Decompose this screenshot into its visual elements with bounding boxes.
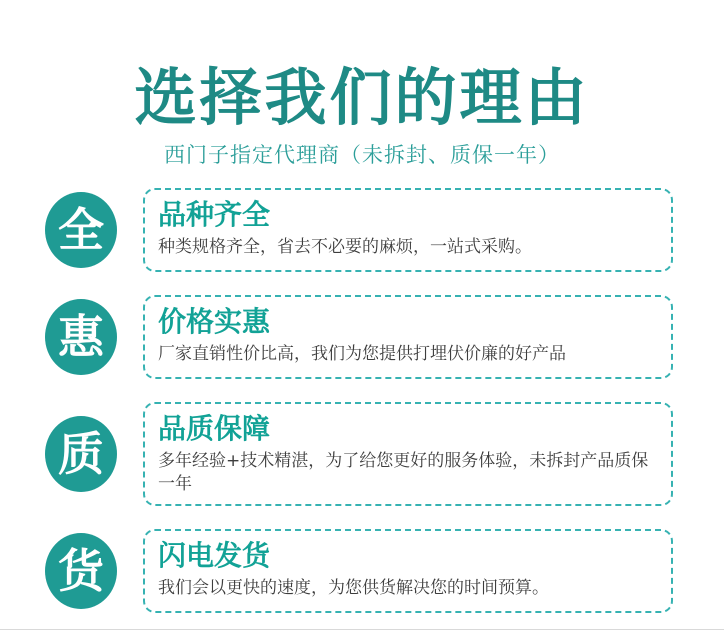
feature-heading: 品种齐全 (158, 198, 271, 232)
bottom-divider (0, 629, 724, 630)
feature-row-price (45, 295, 673, 379)
feature-heading: 价格实惠 (158, 305, 271, 339)
page-title: 选择我们的理由 (134, 61, 590, 134)
feature-heading: 闪电发货 (158, 539, 271, 573)
feature-heading: 品质保障 (158, 412, 271, 446)
feature-body: 种类规格齐全，省去不必要的麻烦，一站式采购。 (158, 237, 532, 258)
feature-body: 我们会以更快的速度，为您供货解决您的时间预算。 (158, 578, 549, 599)
page-subtitle: 西门子指定代理商（未拆封、质保一年） (164, 143, 560, 168)
price-badge-icon: 惠 (45, 299, 117, 375)
feature-list (0, 188, 724, 613)
feature-body: 厂家直销性价比高，我们为您提供打埋伏价廉的好产品 (158, 344, 566, 365)
header (0, 0, 724, 169)
feature-row-quality (45, 402, 673, 506)
quality-badge-icon: 质 (45, 416, 117, 492)
feature-box-variety (143, 188, 673, 272)
feature-box-quality (143, 402, 673, 506)
variety-badge-icon: 全 (45, 192, 117, 268)
feature-row-shipping (45, 529, 673, 613)
feature-box-shipping (143, 529, 673, 613)
feature-box-price (143, 295, 673, 379)
feature-body: 多年经验+技术精湛，为了给您更好的服务体验，未拆封产品质保一年 (158, 451, 649, 495)
shipping-badge-icon: 货 (45, 533, 117, 609)
feature-row-variety (45, 188, 673, 272)
